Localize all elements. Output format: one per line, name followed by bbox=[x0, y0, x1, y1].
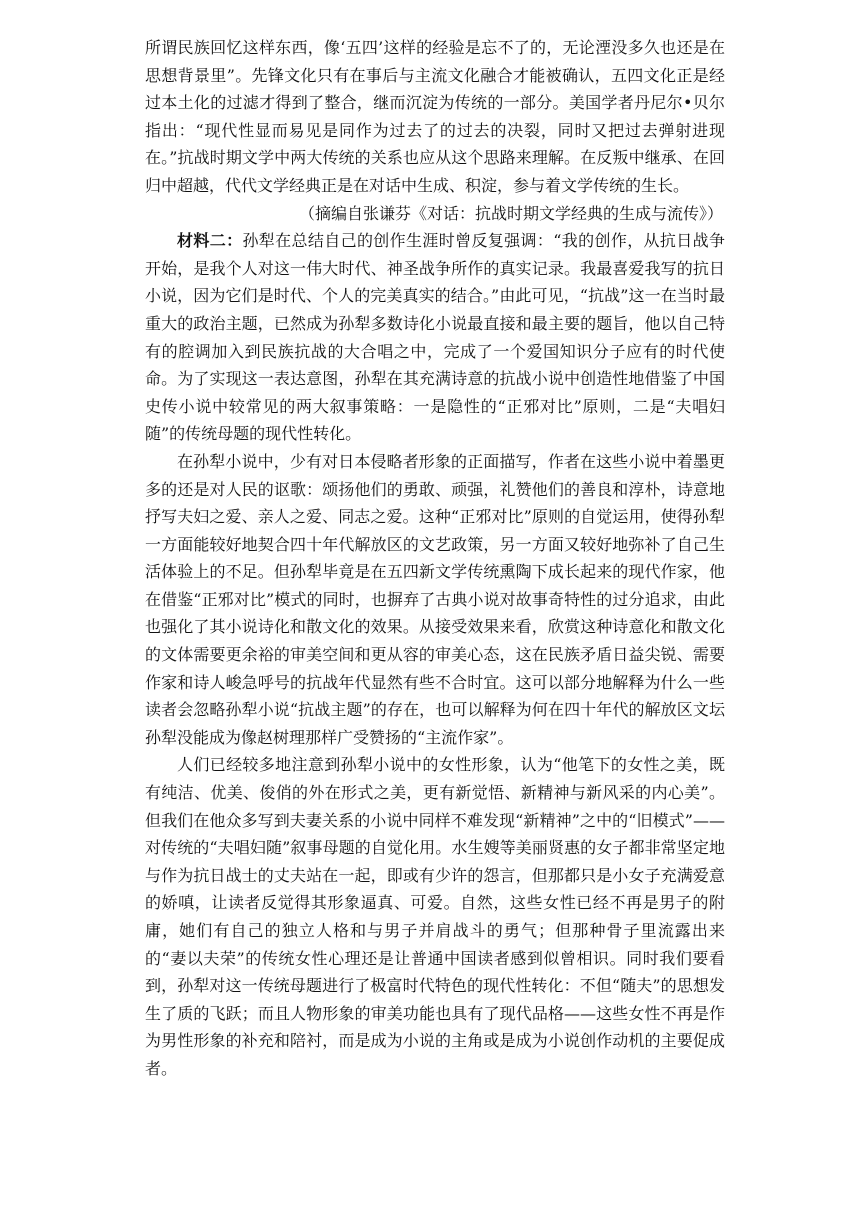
document-page bbox=[145, 34, 725, 1083]
paragraph-female-images: 人们已经较多地注意到孙犁小说中的女性形象，认为“他笔下的女性之美，既有纯洁、优美、俊俏的外在形式之美，更有新觉悟、新精神与新风采的内心美”。但我们在他众多写到夫妻关系的小说中同样不难发现“新精神”之中的“旧模式”——对传统的“夫唱妇随”叙事母题的自觉化用。水生嫂等美丽贤惠的女子都非常坚定地与作为抗日战士的丈夫站在一起，即或有少许的怨言，但那都只是小女子充满爱意的娇嗔，让读者反觉得其形象逼真、可爱。自然，这些女性已经不再是男子的附庸，她们有自己的独立人格和与男子并肩战斗的勇气；但那种骨子里流露出来的“妻以夫荣”的传统女性心理还是让普通中国读者感到似曾相识。同时我们要看到，孙犁对这一传统母题进行了极富时代特色的现代性转化：不但“随夫”的思想发生了质的飞跃；而且人物形象的审美功能也具有了现代品格——这些女性不再是作为男性形象的补充和陪衬，而是成为小说的主角或是成为小说创作动机的主要促成者。 bbox=[145, 755, 725, 1078]
paragraph-continuation: 所谓民族回忆这样东西，像‘五四’这样的经验是忘不了的，无论湮没多久也还是在思想背景里”。先锋文化只有在事后与主流文化融合才能被确认，五四文化正是经过本土化的过滤才得到了整合，继而沉淀为传统的一部分。美国学者丹尼尔•贝尔指出：“现代性显而易见是同作为过去了的过去的决裂，同时又把过去弹射进现在。”抗战时期文学中两大传统的关系也应从这个思路来理解。在反叛中继承、在回归中超越，代代文学经典正是在对话中生成、积淀，参与着文学传统的生长。 bbox=[145, 38, 725, 195]
material-two-label: 材料二： bbox=[177, 231, 243, 251]
material-two-text: 孙犁在总结自己的创作生涯时曾反复强调：“我的创作，从抗日战争开始，是我个人对这一伟大时代、神圣战争所作的真实记录。我最喜爱我写的抗日小说，因为它们是时代、个人的完美真实的结合。”由此可见，“抗战”这一在当时最重大的政治主题，已然成为孙犁多数诗化小说最直接和最主要的题旨，他以自己特有的腔调加入到民族抗战的大合唱之中，完成了一个爱国知识分子应有的时代使命。为了实现这一表达意图，孙犁在其充满诗意的抗战小说中创造性地借鉴了中国史传小说中较常见的两大叙事策略：一是隐性的“正邪对比”原则，二是“夫唱妇随”的传统母题的现代性转化。 bbox=[145, 231, 725, 444]
paragraph-material-two bbox=[145, 227, 725, 448]
source-citation: （摘编自张谦芬《对话：抗战时期文学经典的生成与流传》） bbox=[298, 203, 723, 223]
paragraph-contrast-principle: 在孙犁小说中，少有对日本侵略者形象的正面描写，作者在这些小说中着墨更多的还是对人民的讴歌：颂扬他们的勇敢、顽强，礼赞他们的善良和淳朴，诗意地抒写夫妇之爱、亲人之爱、同志之爱。这种“正邪对比”原则的自觉运用，使得孙犁一方面能较好地契合四十年代解放区的文艺政策，另一方面又较好地弥补了自己生活体验上的不足。但孙犁毕竟是在五四新文学传统熏陶下成长起来的现代作家，他在借鉴“正邪对比”模式的同时，也摒弃了古典小说对故事奇特性的过分追求，由此也强化了其小说诗化和散文化的效果。从接受效果来看，欣赏这种诗意化和散文化的文体需要更余裕的审美空间和更从容的审美心态，这在民族矛盾日益尖锐、需要作家和诗人峻急呼号的抗战年代显然有些不合时宜。这可以部分地解释为什么一些读者会忽略孙犁小说“抗战主题”的存在，也可以解释为何在四十年代的解放区文坛孙犁没能成为像赵树理那样广受赞扬的“主流作家”。 bbox=[145, 451, 725, 747]
